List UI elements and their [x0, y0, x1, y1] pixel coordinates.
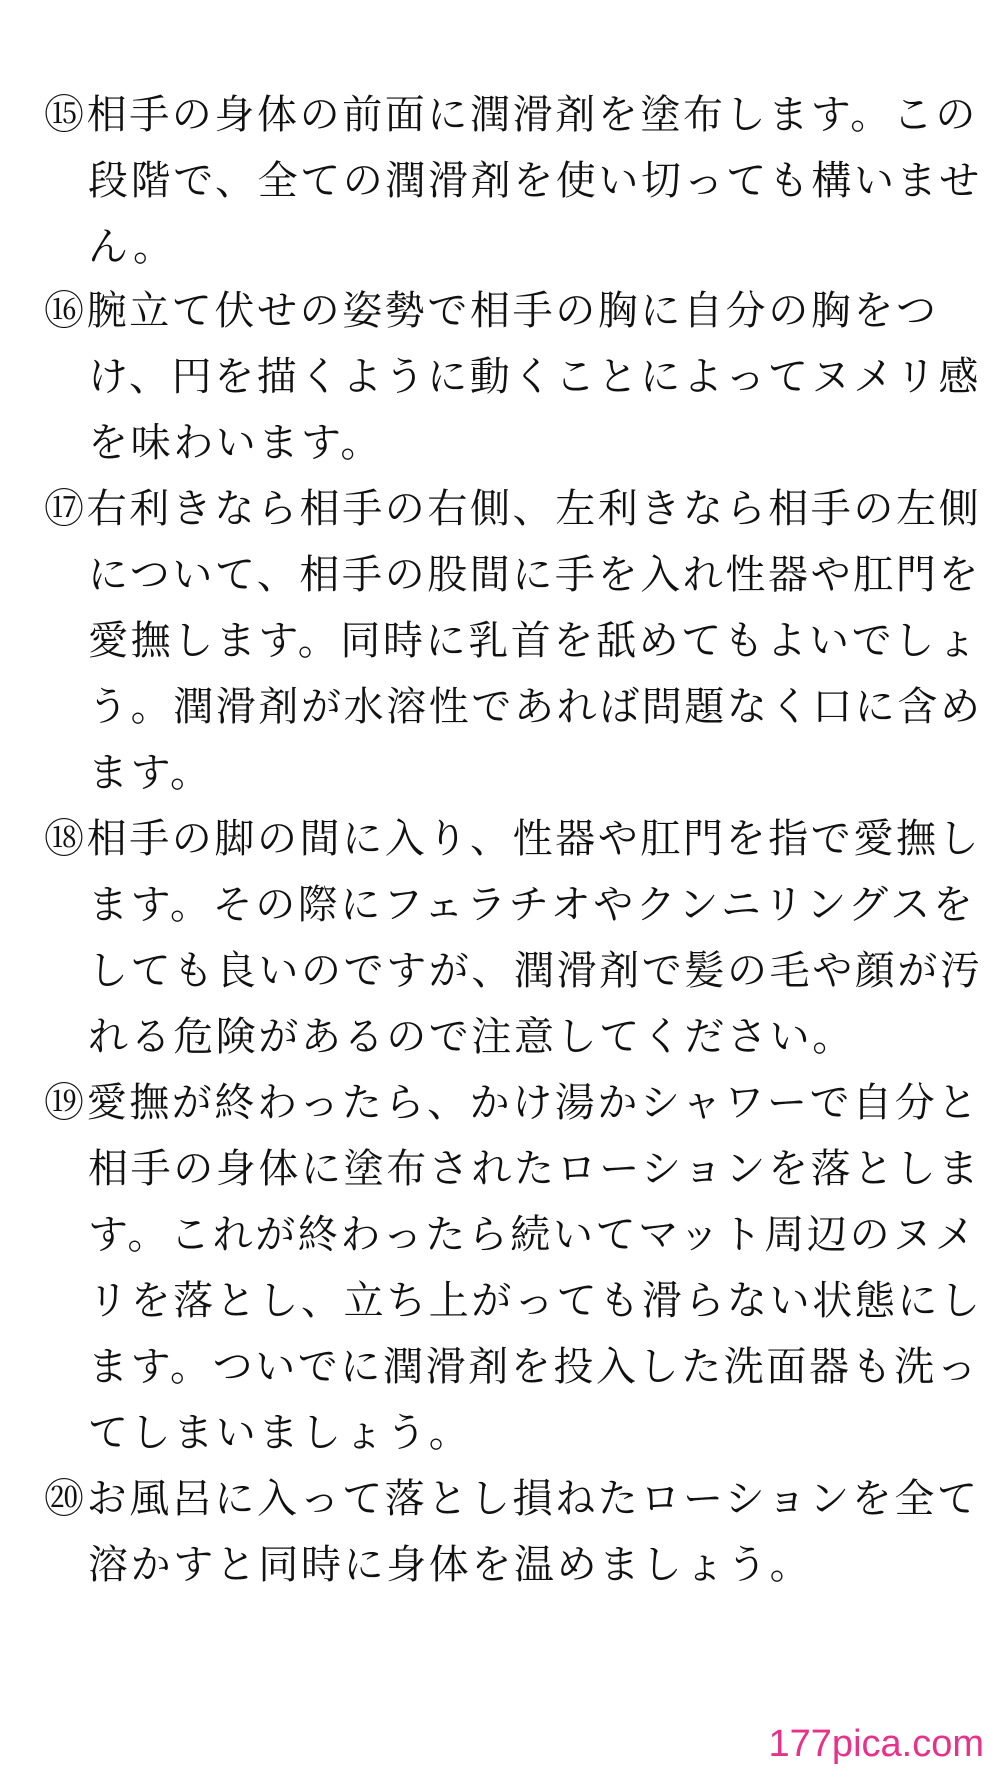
text-line: ⑲愛撫が終わったら、かけ湯かシャワーで自分と — [44, 1080, 980, 1126]
text-line: について、相手の股間に手を入れ性器や肛門を — [88, 552, 981, 598]
text-line: 愛撫します。同時に乳首を舐めてもよいでしょ — [88, 618, 980, 664]
text-line: ⑰右利きなら相手の右側、左利きなら相手の左側 — [44, 486, 982, 532]
text-line: ん。 — [88, 224, 176, 270]
text-line: ます。ついでに潤滑剤を投入した洗面器も洗っ — [88, 1344, 980, 1390]
text-line: ます。 — [88, 750, 213, 796]
text-line: ⑮相手の身体の前面に潤滑剤を塗布します。この — [44, 92, 978, 138]
text-line: ⑳お風呂に入って落とし損ねたローションを全て — [44, 1476, 980, 1522]
text-line: リを落とし、立ち上がっても滑らない状態にし — [88, 1278, 983, 1324]
text-line: ⑱相手の脚の間に入り、性器や肛門を指で愛撫し — [44, 816, 982, 862]
text-line: を味わいます。 — [88, 420, 383, 466]
text-line: れる危険があるので注意してください。 — [88, 1014, 855, 1060]
text-line: す。これが終わったら続いてマット周辺のヌメ — [88, 1212, 978, 1258]
text-line: 段階で、全ての潤滑剤を使い切っても構いませ — [88, 158, 982, 204]
text-line: ⑯腕立て伏せの姿勢で相手の胸に自分の胸をつ — [44, 288, 939, 334]
text-line: う。潤滑剤が水溶性であれば問題なく口に含め — [88, 684, 983, 730]
text-line: 溶かすと同時に身体を温めましょう。 — [88, 1542, 813, 1588]
watermark-text: 177pica.com — [768, 1723, 984, 1765]
text-line: け、円を描くように動くことによってヌメリ感 — [88, 354, 981, 400]
text-line: てしまいましょう。 — [88, 1410, 472, 1456]
text-line: ます。その際にフェラチオやクンニリングスを — [88, 882, 976, 928]
text-line: 相手の身体に塗布されたローションを落としま — [88, 1146, 981, 1192]
text-line: しても良いのですが、潤滑剤で髪の毛や顔が汚 — [88, 948, 983, 994]
